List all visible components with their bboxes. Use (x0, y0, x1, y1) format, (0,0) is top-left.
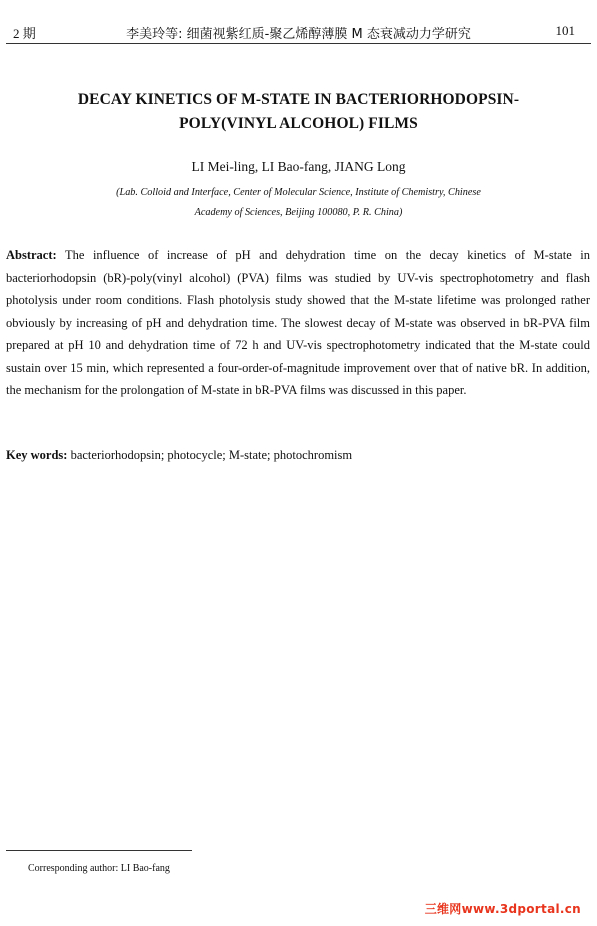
affiliation-line-2: Academy of Sciences, Beijing 100080, P. R. China) (194, 207, 403, 218)
author-list: LI Mei-ling, LI Bao-fang, JIANG Long (191, 159, 406, 174)
affiliation (0, 183, 597, 223)
title-line-2: POLY(VINYL ALCOHOL) FILMS (179, 115, 418, 132)
page-number: 101 (555, 23, 575, 38)
issue-number: 2 期 (13, 26, 36, 41)
keywords (6, 444, 590, 466)
footnote: Corresponding author: LI Bao-fang (28, 863, 170, 874)
article-title (0, 88, 597, 136)
keywords-label: Key words: (6, 448, 68, 462)
abstract-text: The influence of increase of pH and dehydration time on the decay kinetics of M-state in bacteriorhodopsin (bR)-poly(vinyl alcohol) (PVA) films was studied by UV-vis spectrophotometry and flash photolysis under room conditions. Flash photolysis study showed that the M-state lifetime was prolonged rather obviously by increasing of pH and dehydration time. The slowest decay of M-state was observed in bR-PVA film prepared at pH 10 and dehydration time of 72 h and UV-vis spectrophotometry indicated that the M-state could sustain over 15 min, which represented a four-order-of-magnitude improvement over that of native bR. In addition, the mechanism for the prolongation of M-state in bR-PVA films was discussed in this paper. (6, 248, 590, 397)
abstract (6, 244, 590, 402)
abstract-label: Abstract: (6, 248, 57, 262)
title-line-1: DECAY KINETICS OF M-STATE IN BACTERIORHODOPSIN- (77, 91, 520, 108)
affiliation-line-1: (Lab. Colloid and Interface, Center of Molecular Science, Institute of Chemistry, Chinese (116, 187, 481, 198)
running-title: 李美玲等: 细菌视紫红质-聚乙烯醇薄膜 M 态衰减动力学研究 (126, 27, 471, 42)
keywords-text: bacteriorhodopsin; photocycle; M-state; photochromism (70, 448, 353, 462)
header-rule (6, 43, 591, 44)
watermark: 三维网www.3dportal.cn (424, 902, 581, 916)
footnote-rule (6, 850, 192, 851)
running-header (0, 0, 597, 44)
